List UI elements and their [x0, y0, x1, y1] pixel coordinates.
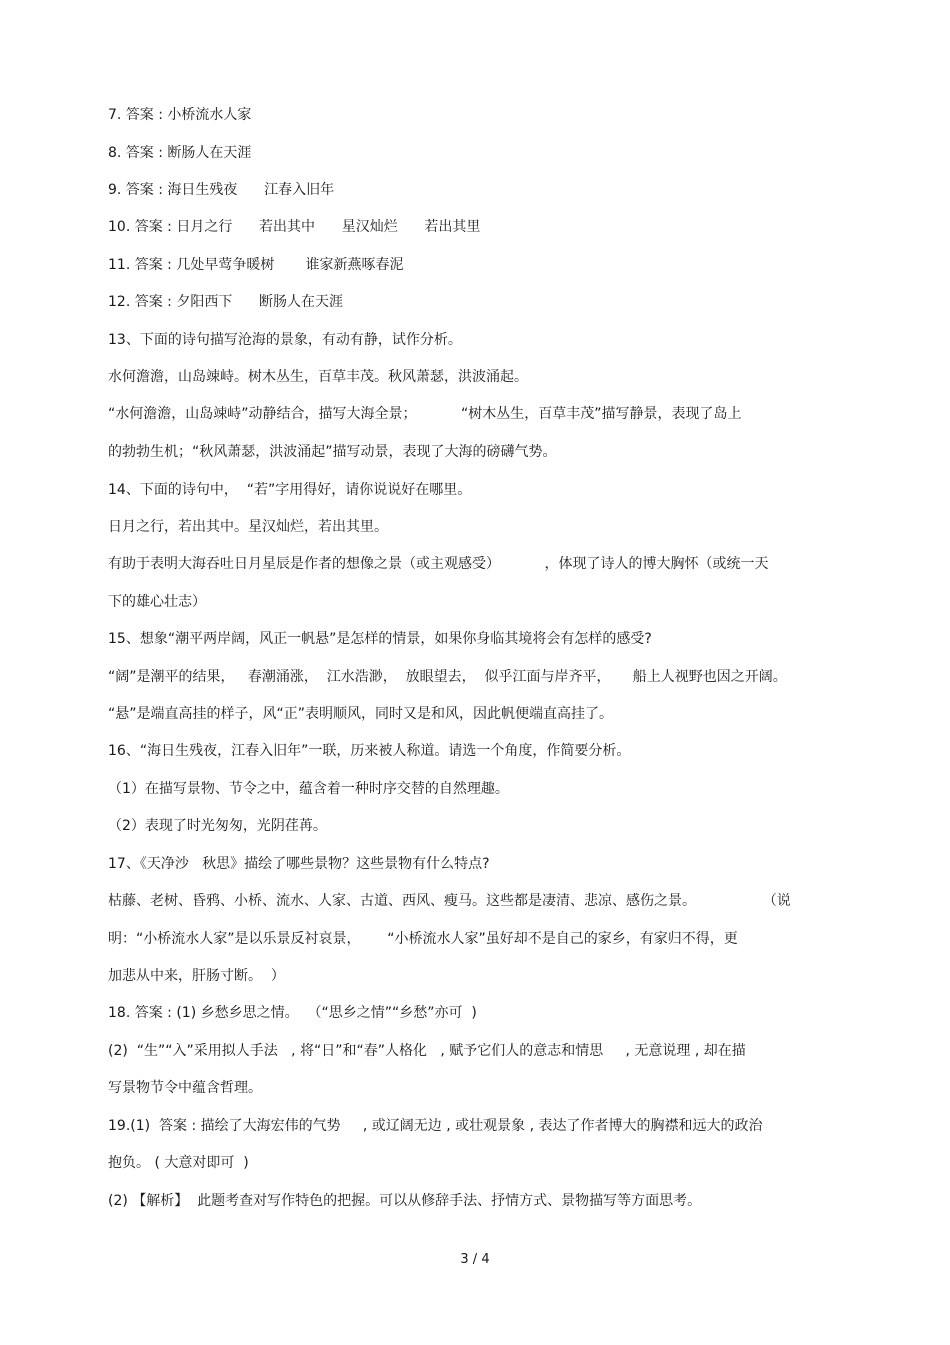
- page-number: 3 / 4: [460, 1252, 490, 1267]
- answer-line-7: 7. 答案 : 小桥流水人家: [108, 107, 252, 123]
- answer-line-12: 12. 答案 : 夕阳西下 断肠人在天涯: [108, 294, 344, 310]
- question-17: 17、《天净沙 秋思》描绘了哪些景物？这些景物有什么特点?: [108, 856, 490, 872]
- answer-18-part-2-line-2: 写景物节令中蕴含哲理。: [108, 1080, 262, 1096]
- question-15: 15、想象“潮平两岸阔，风正一帆悬”是怎样的情景，如果你身临其境将会有怎样的感受?: [108, 631, 652, 647]
- answer-15-line-2: “悬”是端直高挂的样子，风“正”表明顺风，同时又是和风，因此帆便端直高挂了。: [108, 706, 614, 722]
- answer-18-part-1: 18. 答案 : (1) 乡愁乡思之情。 （“思乡之情”“乡愁”亦可 ): [108, 1005, 477, 1021]
- answer-16-point-1: （1）在描写景物、节令之中，蕴含着一种时序交替的自然理趣。: [108, 781, 509, 797]
- answer-17-line-1: 枯藤、老树、昏鸦、小桥、流水、人家、古道、西风、瘦马。这些都是凄清、悲凉、感伤之景。 （说: [108, 893, 791, 909]
- answer-19-part-2: (2) 【解析】 此题考查对写作特色的把握。可以从修辞手法、抒情方式、景物描写等方面思考。: [108, 1193, 702, 1209]
- answer-14-line-1: 有助于表明大海吞吐日月星辰是作者的想像之景（或主观感受） ，体现了诗人的博大胸怀（或统一天: [108, 556, 769, 572]
- answer-19-part-1-line-1: 19.(1) 答案 : 描绘了大海宏伟的气势 , 或辽阔无边 , 或壮观景象 , 表达了作者博大的胸襟和远大的政治: [108, 1118, 763, 1134]
- answer-13-line-2: 的勃勃生机；“秋风萧瑟，洪波涌起”描写动景，表现了大海的磅礴气势。: [108, 444, 557, 460]
- answer-15-line-1: “阔”是潮平的结果， 春潮涌涨， 江水浩渺， 放眼望去， 似乎江面与岸齐平， 船上人视野也因之开阔。: [108, 669, 787, 685]
- answer-17-line-2: 明：“小桥流水人家”是以乐景反衬哀景， “小桥流水人家”虽好却不是自己的家乡，有家归不得，更: [108, 931, 738, 947]
- question-13: 13、下面的诗句描写沧海的景象，有动有静，试作分析。: [108, 332, 462, 348]
- answer-18-part-2-line-1: (2) “生”“入”采用拟人手法 , 将“日”和“春”人格化 , 赋予它们人的意志和情思 , 无意说理 , 却在描: [108, 1043, 746, 1059]
- answer-19-part-1-line-2: 抱负。 ( 大意对即可 ): [108, 1155, 249, 1171]
- poem-excerpt-13: 水何澹澹，山岛竦峙。树木丛生，百草丰茂。秋风萧瑟，洪波涌起。: [108, 369, 528, 385]
- answer-13-line-1: “水何澹澹，山岛竦峙”动静结合，描写大海全景； “树木丛生，百草丰茂”描写静景，表现了岛上: [108, 406, 742, 422]
- answer-14-line-2: 下的雄心壮志）: [108, 594, 206, 610]
- answer-17-line-3: 加悲从中来，肝肠寸断。 ）: [108, 968, 285, 984]
- answer-16-point-2: （2）表现了时光匆匆，光阴荏苒。: [108, 818, 327, 834]
- answer-line-11: 11. 答案 : 几处早莺争暖树 谁家新燕啄春泥: [108, 257, 404, 273]
- answer-line-8: 8. 答案 : 断肠人在天涯: [108, 145, 252, 161]
- question-16: 16、“海日生残夜，江春入旧年”一联，历来被人称道。请选一个角度，作简要分析。: [108, 743, 631, 759]
- answer-line-9: 9. 答案 : 海日生残夜 江春入旧年: [108, 182, 335, 198]
- answer-line-10: 10. 答案 : 日月之行 若出其中 星汉灿烂 若出其里: [108, 219, 481, 235]
- question-14: 14、下面的诗句中， “若”字用得好，请你说说好在哪里。: [108, 482, 472, 498]
- poem-excerpt-14: 日月之行，若出其中。星汉灿烂，若出其里。: [108, 519, 388, 535]
